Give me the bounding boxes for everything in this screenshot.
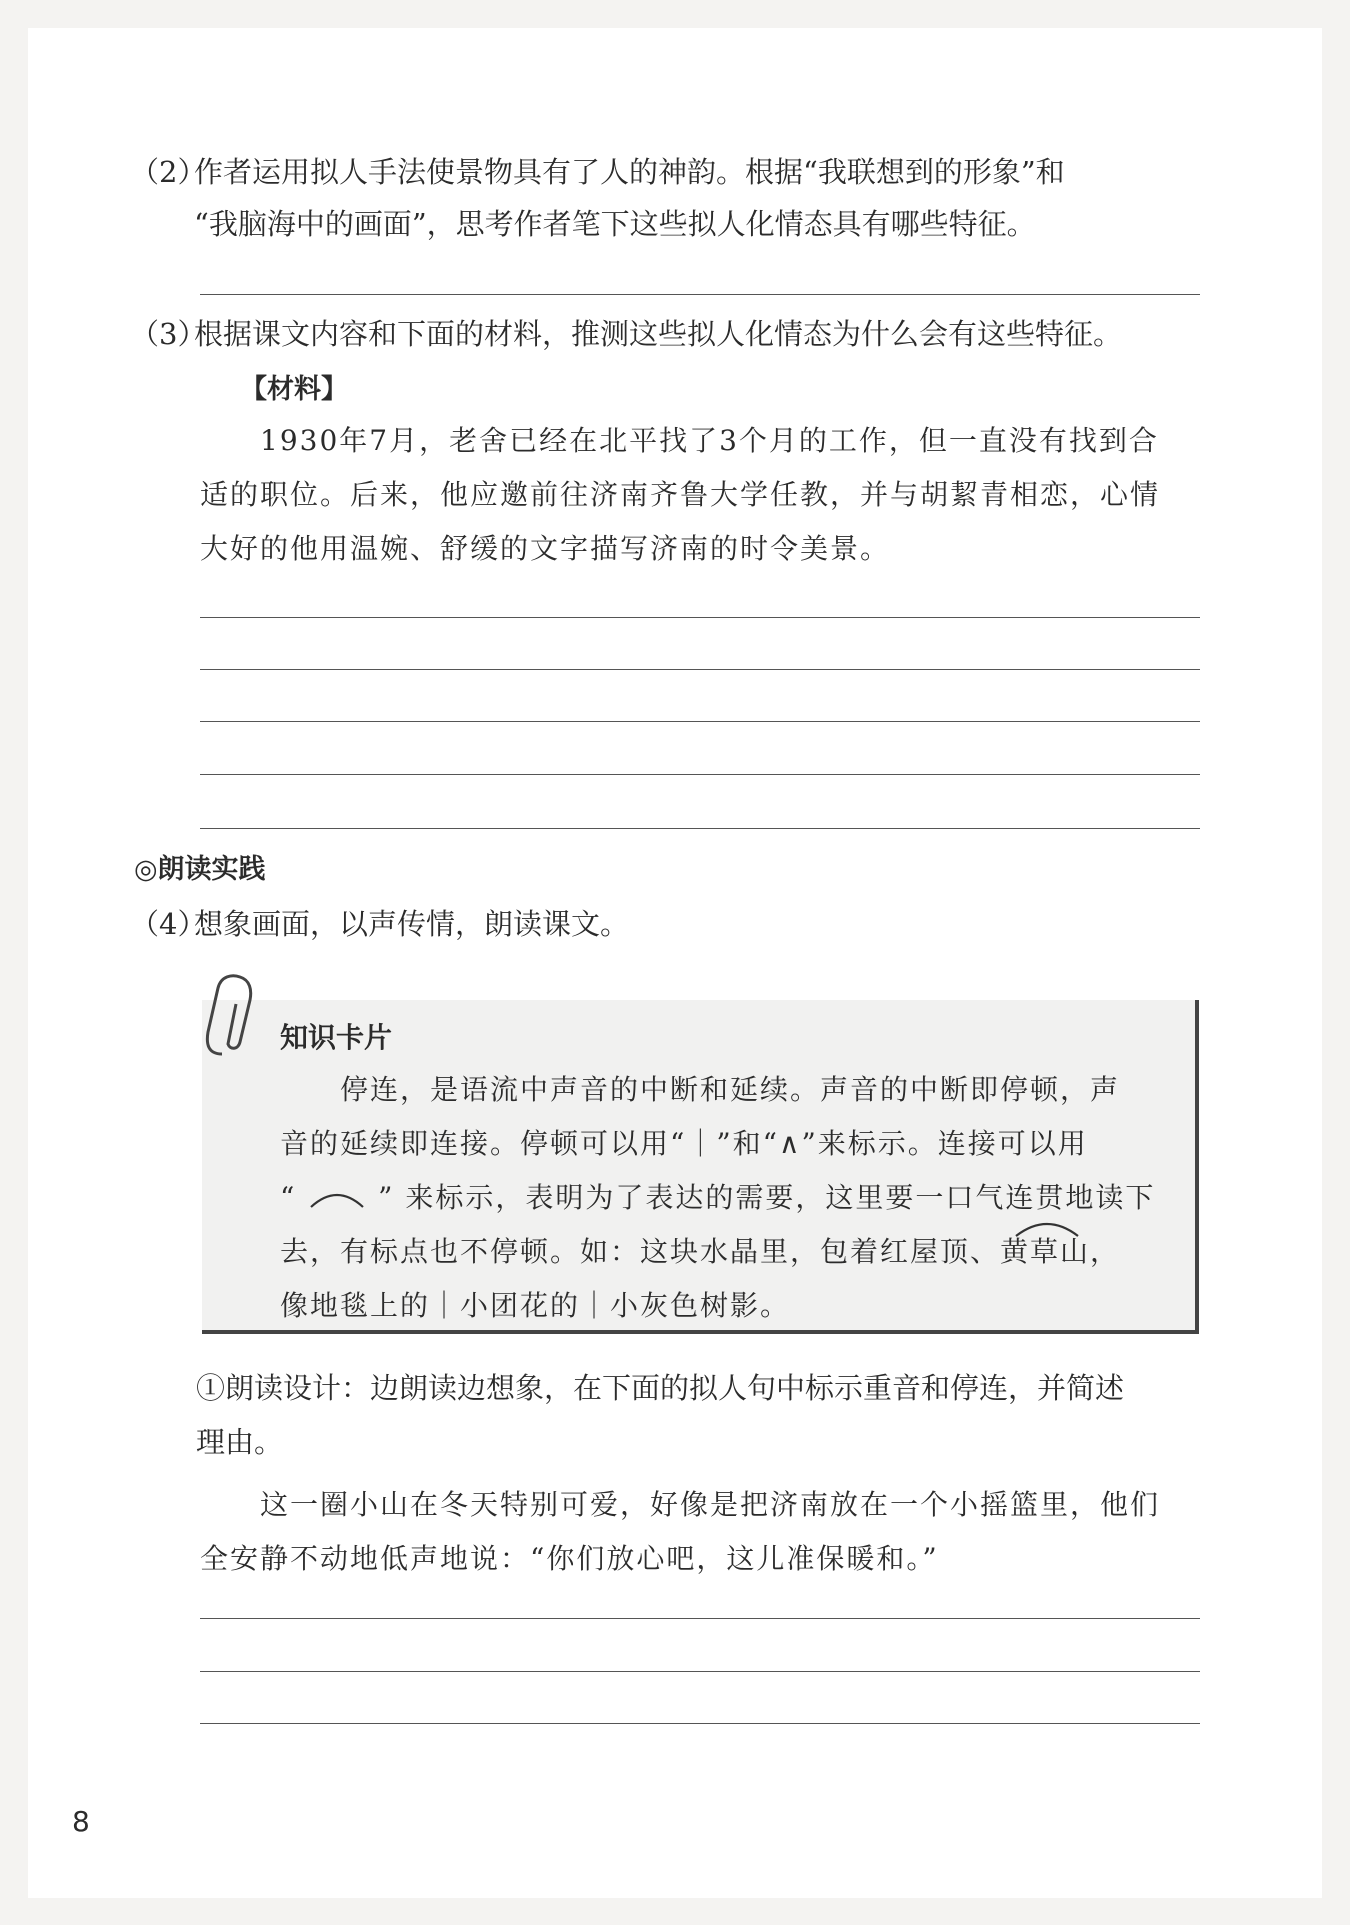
material-line-1: 1930年7月，老舍已经在北平找了3个月的工作，但一直没有找到合 (260, 424, 1159, 457)
knowledge-card-line-3 (280, 1176, 1155, 1216)
answer-line[interactable] (200, 721, 1200, 722)
answer-line[interactable] (200, 1618, 1200, 1619)
answer-line[interactable] (200, 774, 1200, 775)
question-4-1-line-1: ①朗读设计：边朗读边想象，在下面的拟人句中标示重音和停连，并简述 (196, 1371, 1125, 1405)
question-4-line-1: 想象画面，以声传情，朗读课文。 (194, 907, 630, 941)
quote-open: “ (280, 1181, 297, 1214)
knowledge-card-line-5: 像地毯上的｜小团花的｜小灰色树影。 (280, 1289, 791, 1322)
knowledge-card-line-1: 停连，是语流中声音的中断和延续。声音的中断即停顿，声 (340, 1073, 1121, 1106)
question-3-number: （3） (130, 317, 207, 351)
answer-line[interactable] (200, 1723, 1200, 1724)
knowledge-card-line-3-text: 来标示，表明为了表达的需要，这里要一口气连贯地读下 (405, 1181, 1156, 1214)
paperclip-icon (200, 970, 270, 1060)
answer-line[interactable] (200, 617, 1200, 618)
question-4 (130, 904, 1030, 944)
material-text (200, 414, 1210, 576)
question-2-line-1: 作者运用拟人手法使景物具有了人的神韵。根据“我联想到的形象”和 (194, 155, 1065, 189)
question-4-1-line-2: 理由。 (196, 1425, 284, 1459)
material-line-3: 大好的他用温婉、舒缓的文字描写济南的时令美景。 (200, 532, 891, 565)
knowledge-card-title: 知识卡片 (280, 1021, 393, 1054)
answer-line[interactable] (200, 828, 1200, 829)
material-title: 【材料】 (240, 374, 348, 405)
sentence-line-1: 这一圈小山在冬天特别可爱，好像是把济南放在一个小摇篮里，他们 (260, 1488, 1161, 1521)
question-4-number: （4） (130, 907, 207, 941)
page-number: 8 (72, 1805, 90, 1838)
sentence-text (200, 1478, 1210, 1586)
sentence-line-2: 全安静不动地低声地说：“你们放心吧，这儿准保暖和。” (200, 1542, 939, 1575)
knowledge-card (202, 1000, 1199, 1334)
quote-close: ” (378, 1181, 395, 1214)
question-3 (130, 314, 1220, 354)
knowledge-card-line-2: 音的延续即连接。停顿可以用“｜”和“∧”来标示。连接可以用 (280, 1127, 1088, 1160)
answer-line[interactable] (200, 294, 1200, 295)
question-2-line-2: “我脑海中的画面”，思考作者笔下这些拟人化情态具有哪些特征。 (194, 207, 1036, 241)
question-2 (130, 152, 1210, 242)
section-title: ◎朗读实践 (134, 854, 266, 885)
answer-line[interactable] (200, 669, 1200, 670)
material-line-2: 适的职位。后来，他应邀前往济南齐鲁大学任教，并与胡絜青相恋，心情 (200, 478, 1161, 511)
question-2-number: （2） (130, 155, 207, 189)
knowledge-card-line-4: 去，有标点也不停顿。如：这块水晶里，包着红屋顶、黄草山， (280, 1235, 1121, 1268)
connection-arc-icon (307, 1187, 367, 1209)
answer-line[interactable] (200, 1671, 1200, 1672)
question-4-1 (196, 1368, 1216, 1464)
question-3-line-1: 根据课文内容和下面的材料，推测这些拟人化情态为什么会有这些特征。 (194, 317, 1123, 351)
connection-arc-icon (1012, 1216, 1082, 1238)
